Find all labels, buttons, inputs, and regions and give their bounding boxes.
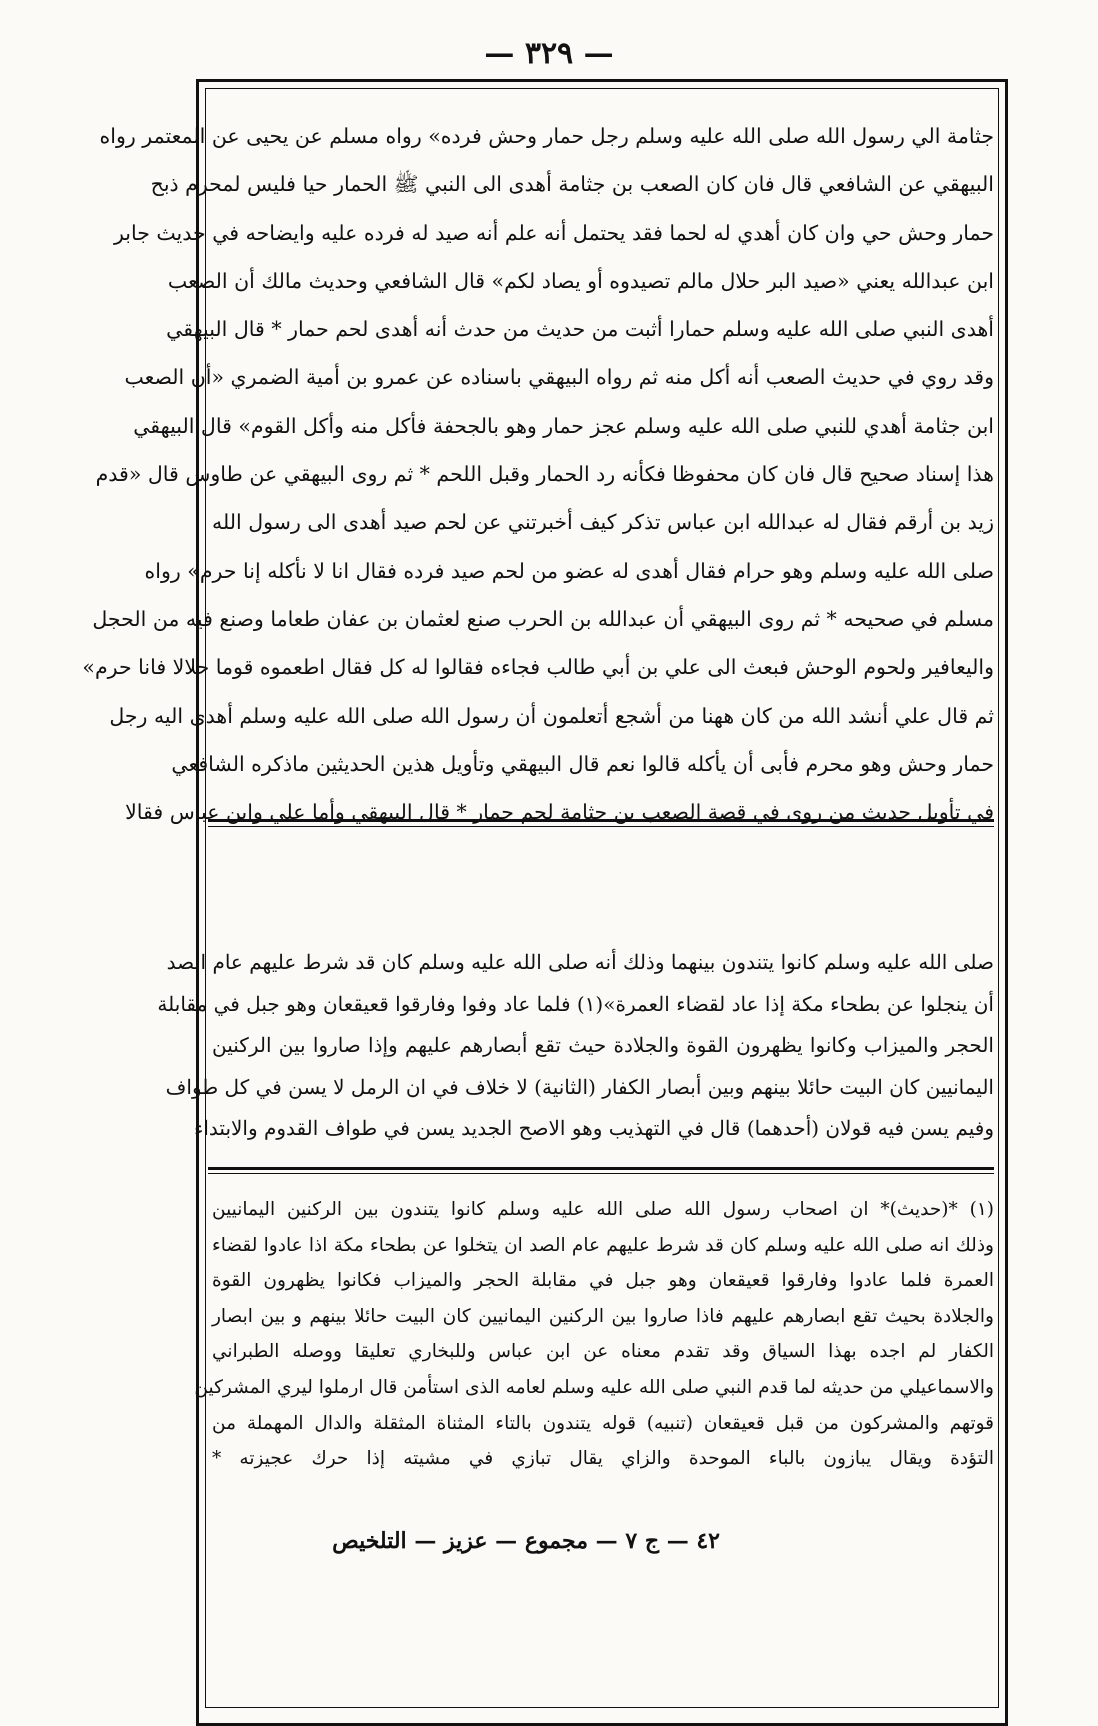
page-footer: ٤٢ — ج ٧ — مجموع — عزيز — التلخيص — [332, 1528, 720, 1554]
footnote-line: العمرة فلما عادوا وفارقوا قعيقعان وهو جبل في مقابلة الحجر والميزاب فكانوا يظهرون القوة — [212, 1270, 994, 1292]
main-line: مسلم في صحيحه * ثم روى البيهقي أن عبدالله بن الحرب صنع لعثمان بن عفان طعاما وصنع فيه من الحجل — [92, 606, 994, 631]
footnote-divider — [208, 1167, 994, 1170]
main-line: ابن جثامة أهدي للنبي صلى الله عليه وسلم عجز حمار وهو بالجحفة فأكل منه وأكل القوم» قال البيهقي — [133, 413, 994, 438]
main-line: صلى الله عليه وسلم وهو حرام فقال أهدى له عضو من لحم صيد فرده فقال انا لا نأكله إنا حرم» رواه — [144, 558, 994, 583]
commentary-text — [157, 942, 994, 1150]
main-line: ثم قال علي أنشد الله من كان ههنا من أشجع أتعلمون أن رسول الله صلى الله عليه وسلم أهدى اليه رجل — [109, 703, 994, 728]
main-line: وقد روي في حديث الصعب أنه أكل منه ثم رواه البيهقي باسناده عن عمرو بن أمية الضمري «أن الصعب — [124, 365, 994, 390]
footnote-text — [194, 1192, 994, 1477]
commentary-line: أن ينجلوا عن بطحاء مكة إذا عاد لقضاء العمرة»(١) فلما عاد وفوا وفارقوا قعيقعان وهو جبل في مقابلة — [157, 991, 994, 1016]
footnote-line: (١) *(حديث)* ان اصحاب رسول الله صلى الله عليه وسلم كانوا يتندون بين الركنين اليمانيين — [212, 1199, 994, 1220]
footnote-line: الكفار لم اجده بهذا السياق وقد تقدم معناه عن ابن عباس وللبخاري تعليقا ووصله الطبراني — [212, 1341, 994, 1363]
main-line: زيد بن أرقم فقال له عبدالله ابن عباس تذكر كيف أخبرتني عن لحم صيد أهدى الى رسول الله — [212, 510, 994, 535]
main-line: جثامة الي رسول الله صلى الله عليه وسلم رجل حمار وحش فرده» رواه مسلم عن يحيى عن المعتمر رواه — [99, 124, 994, 148]
section-divider-thin — [208, 826, 994, 827]
commentary-line: اليمانيين كان البيت حائلا بينهم وبين أبصار الكفار (الثانية) لا خلاف في ان الرمل لا يسن في كل طواف — [165, 1074, 994, 1099]
main-line: أهدى النبي صلى الله عليه وسلم حمارا أثبت من حديث من حدث أنه أهدى لحم حمار * قال البيهقي — [166, 317, 994, 342]
page-number: — ٣٢٩ — — [484, 36, 614, 71]
main-line: في تأويل حديث من روى في قصة الصعب بن جثامة لحم حمار * قال البيهقي وأما علي وابن عباس فقالا — [125, 800, 994, 825]
section-divider — [208, 819, 994, 822]
footnote-line: وذلك انه صلى الله عليه وسلم كان قد شرط عليهم عام الصد ان يتخلوا عن بطحاء مكة اذا عادوا لقضاء — [212, 1234, 994, 1256]
main-line: هذا إسناد صحيح قال فان كان محفوظا فكأنه رد الحمار وقبل اللحم * ثم روى البيهقي عن طاوس قال «قدم — [95, 462, 994, 487]
footnote-line: التؤدة ويقال يبازون بالباء الموحدة والزاي يقال تبازي في مشيته إذا حرك عجيزته * — [212, 1448, 994, 1470]
main-line: البيهقي عن الشافعي قال فان كان الصعب بن جثامة أهدى الى النبي ﷺ الحمار حيا فليس لمحرم ذبح — [150, 172, 994, 197]
main-text — [82, 112, 994, 836]
footnote-divider-thin — [208, 1173, 994, 1174]
main-line: واليعافير ولحوم الوحش فبعث الى علي بن أبي طالب فجاءه فقالوا له كل فقال اطعموه قوما حلالا فانا حرم» — [82, 655, 994, 680]
commentary-line: صلى الله عليه وسلم كانوا يتندون بينهما وذلك أنه صلى الله عليه وسلم كان قد شرط عليهم عام الصد — [166, 950, 994, 974]
main-line: ابن عبدالله يعني «صيد البر حلال مالم تصيدوه أو يصاد لكم» قال الشافعي وحديث مالك أن الصعب — [167, 268, 994, 293]
footnote-line: قوتهم والمشركون من قبل قعيقعان (تنبيه) قوله يتندون بالتاء المثناة المثقلة والدال المهملة من — [212, 1412, 994, 1434]
commentary-line: الحجر والميزاب وكانوا يظهرون القوة والجلادة حيث تقع أبصارهم عليهم وإذا صاروا بين الركنين — [212, 1033, 994, 1057]
main-line: حمار وحش حي وان كان أهدي له لحما فقد يحتمل أنه علم أنه صيد له فرده عليه وايضاحه في حديث جابر — [113, 220, 994, 245]
footnote-line: والاسماعيلي من حديثه لما قدم النبي صلى الله عليه وسلم لعامه الذى استأمن قال ارملوا ليري المشركين — [194, 1376, 994, 1398]
commentary-line: وفيم يسن فيه قولان (أحدهما) قال في التهذيب وهو الاصح الجديد يسن في طواف القدوم والابتداء — [193, 1116, 994, 1140]
footnote-line: والجلادة بحيث تقع ابصارهم عليهم فاذا صاروا بين الركنين اليمانيين كان البيت حائلا بينهم و بين ابصار — [212, 1305, 994, 1327]
main-line: حمار وحش وهو محرم فأبى أن يأكله قالوا نعم قال البيهقي وتأويل هذين الحديثين ماذكره الشافعي — [171, 751, 994, 776]
